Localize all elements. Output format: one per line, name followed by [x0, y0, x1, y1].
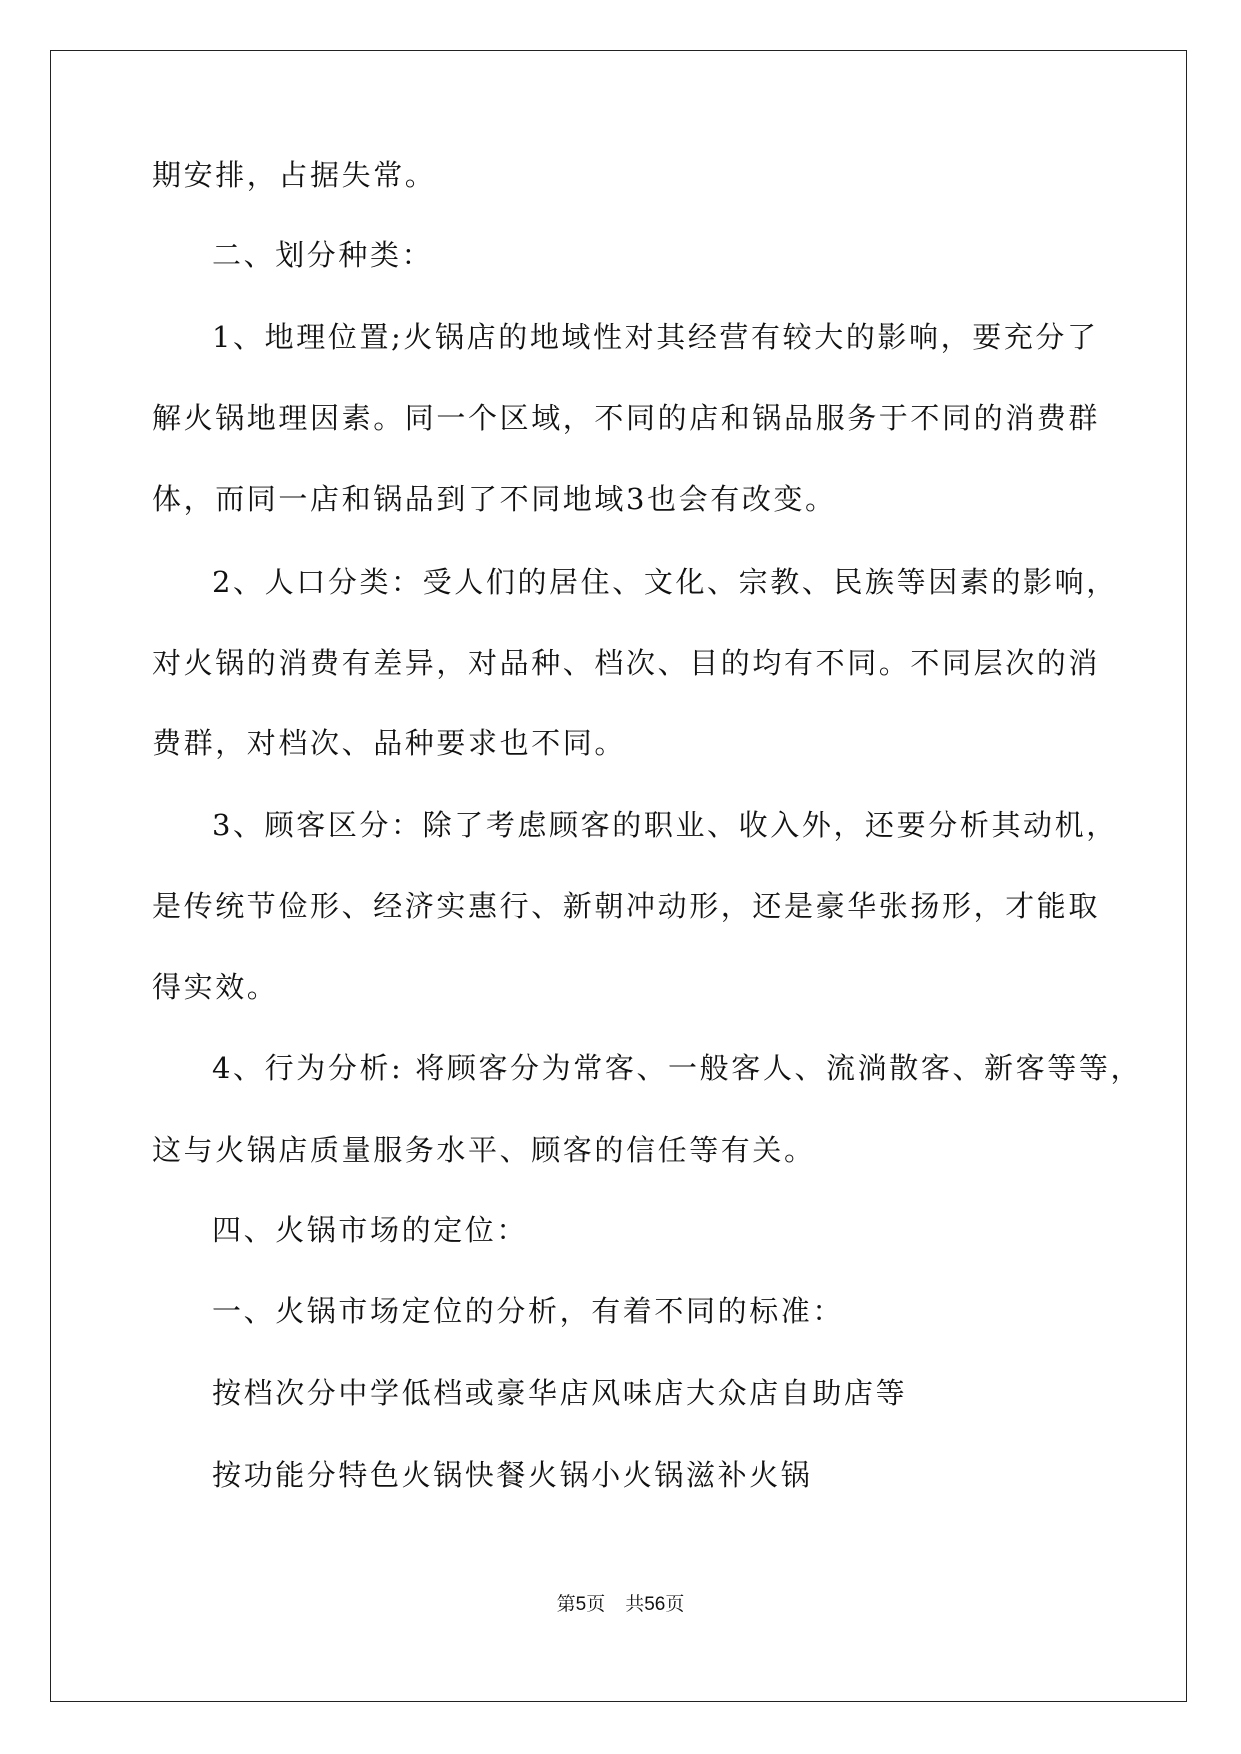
text-line: 得实效。 [152, 970, 279, 1004]
page-footer [0, 1592, 1241, 1617]
footer-total-prefix: 共 [625, 1593, 645, 1615]
text-line: 一、火锅市场定位的分析，有着不同的标准： [212, 1294, 845, 1328]
text-line: 按功能分特色火锅快餐火锅小火锅滋补火锅 [212, 1458, 813, 1492]
text-line: 按档次分中学低档或豪华店风味店大众店自助店等 [212, 1376, 908, 1410]
text-line: 这与火锅店质量服务水平、顾客的信任等有关。 [152, 1133, 816, 1167]
text-line: 1、地理位置;火锅店的地域性对其经营有较大的影响，要充分了 [212, 320, 1099, 354]
total-page-count: 56 [644, 1594, 666, 1615]
text-line: 解火锅地理因素。同一个区域，不同的店和锅品服务于不同的消费群 [152, 401, 1101, 435]
section-heading: 二、划分种类： [212, 238, 434, 272]
footer-prefix: 第 [556, 1593, 576, 1615]
text-line: 对火锅的消费有差异，对品种、档次、目的均有不同。不同层次的消 [152, 646, 1101, 680]
footer-page-suffix: 页 [586, 1593, 606, 1615]
text-line: 4、行为分析: 将顾客分为常客、一般客人、流淌散客、新客等等， [212, 1051, 1143, 1085]
section-heading: 四、火锅市场的定位： [212, 1213, 529, 1247]
text-line: 费群，对档次、品种要求也不同。 [152, 726, 627, 760]
text-line: 体，而同一店和锅品到了不同地域3也会有改变。 [152, 482, 837, 516]
footer-total-suffix: 页 [665, 1593, 685, 1615]
text-line: 期安排，占据失常。 [152, 158, 437, 192]
text-line: 2、人口分类：受人们的居住、文化、宗教、民族等因素的影响， [212, 565, 1118, 599]
text-line: 3、顾客区分：除了考虑顾客的职业、收入外，还要分析其动机， [212, 808, 1118, 842]
text-line: 是传统节俭形、经济实惠行、新朝冲动形，还是豪华张扬形，才能取 [152, 889, 1101, 923]
current-page-number: 5 [575, 1594, 587, 1615]
